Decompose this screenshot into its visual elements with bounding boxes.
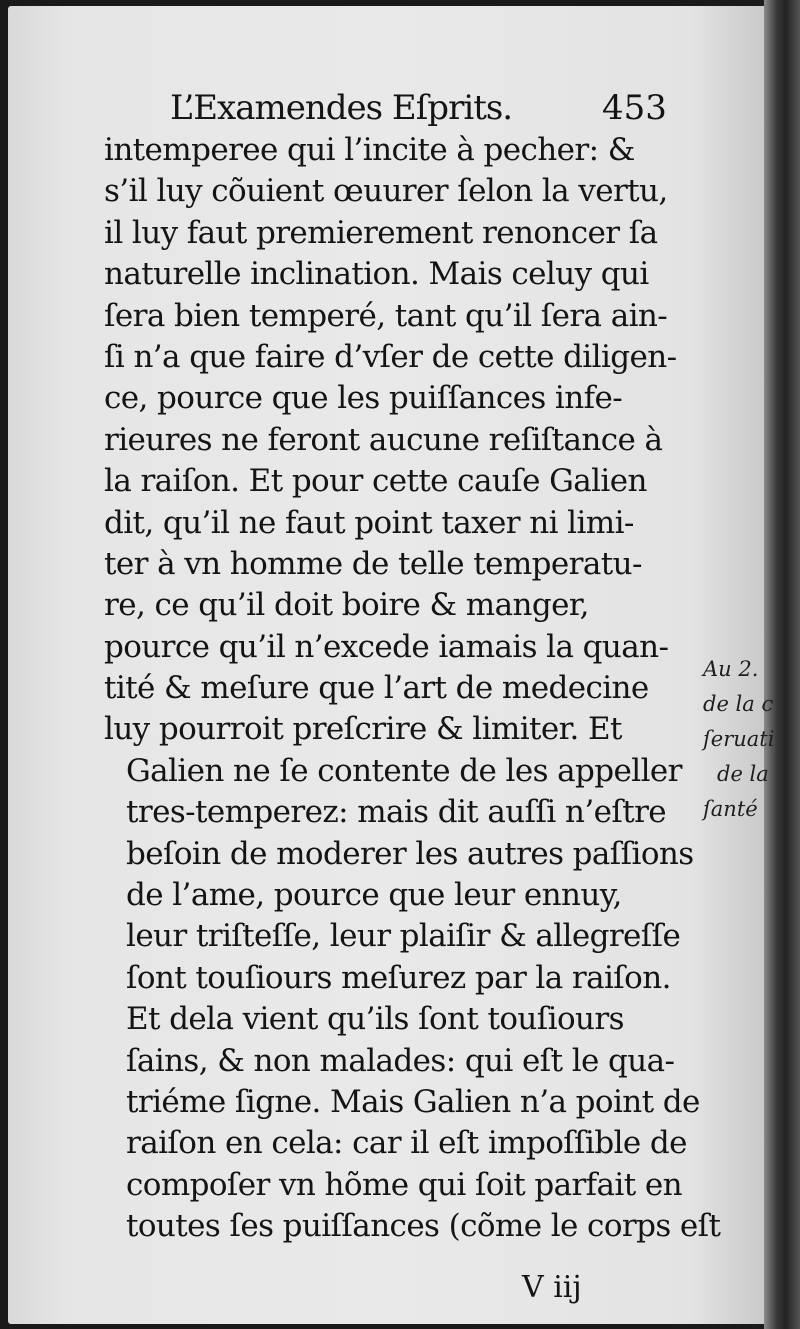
text-line: la raiſon. Et pour cette cauſe Galien — [104, 463, 647, 500]
text-line: ſains, & non malades: qui eſt le qua- — [126, 1042, 675, 1079]
margin-note-line: Au 2. — [703, 657, 759, 681]
text-line: de l’ame, pource que leur ennuy, — [126, 877, 622, 914]
text-line: toutes ſes puiſſances (cõme le corps eſt — [126, 1208, 721, 1245]
text-line: triéme ſigne. Mais Galien n’a point de — [126, 1083, 700, 1120]
text-line: ſera bien temperé, tant qu’il ſera ain- — [104, 297, 668, 334]
text-line: il luy faut premierement renoncer ſa — [104, 214, 658, 251]
text-line: luy pourroit preſcrire & limiter. Et — [104, 711, 622, 748]
signature-mark: V iij — [522, 1270, 582, 1305]
text-line: rieures ne feront aucune reſiſtance à — [104, 421, 663, 458]
header-title: L’Examendes Eſprits. — [170, 88, 513, 128]
text-line: tres-temperez: mais dit auſſi n’eſtre — [126, 794, 667, 831]
text-line: intemperee qui l’incite à pecher: & — [104, 132, 635, 168]
margin-note-line: ſanté — [703, 797, 758, 821]
margin-note — [703, 652, 793, 827]
text-line: ce, pource que les puiſſances infe- — [104, 380, 623, 417]
running-header — [170, 88, 670, 134]
text-line: beſoin de moderer les autres paſſions — [126, 835, 694, 872]
margin-note-line: ſeruati — [703, 727, 775, 751]
text-line: dit, qu’il ne faut point taxer ni limi- — [104, 504, 634, 541]
page-number: 453 — [602, 88, 667, 128]
text-line: tité & meſure que l’art de medecine — [104, 670, 649, 707]
margin-note-line: de la — [717, 762, 769, 786]
text-line: s’il luy cõuient œuurer ſelon la vertu, — [104, 173, 668, 210]
text-line: compoſer vn hõme qui ſoit parfait en — [126, 1166, 682, 1203]
text-line: Et dela vient qu’ils ſont touſiours — [126, 1001, 624, 1038]
text-line: raiſon en cela: car il eſt impoſſible de — [126, 1125, 687, 1162]
text-line: pource qu’il n’excede iamais la quan- — [104, 628, 669, 665]
text-line: ſi n’a que faire d’vſer de cette diligen- — [104, 338, 677, 375]
text-line: Galien ne ſe contente de les appeller — [126, 752, 682, 789]
body-text — [104, 130, 721, 1248]
text-line: ter à vn homme de telle temperatu- — [104, 545, 642, 582]
text-line: ſont touſiours meſurez par la raiſon. — [126, 959, 671, 996]
text-line: naturelle inclination. Mais celuy qui — [104, 256, 649, 293]
text-line: re, ce qu’il doit boire & manger, — [104, 587, 589, 624]
margin-note-line: de la c — [703, 692, 774, 716]
text-line: leur triſteſſe, leur plaiſir & allegreſſe — [126, 918, 681, 955]
